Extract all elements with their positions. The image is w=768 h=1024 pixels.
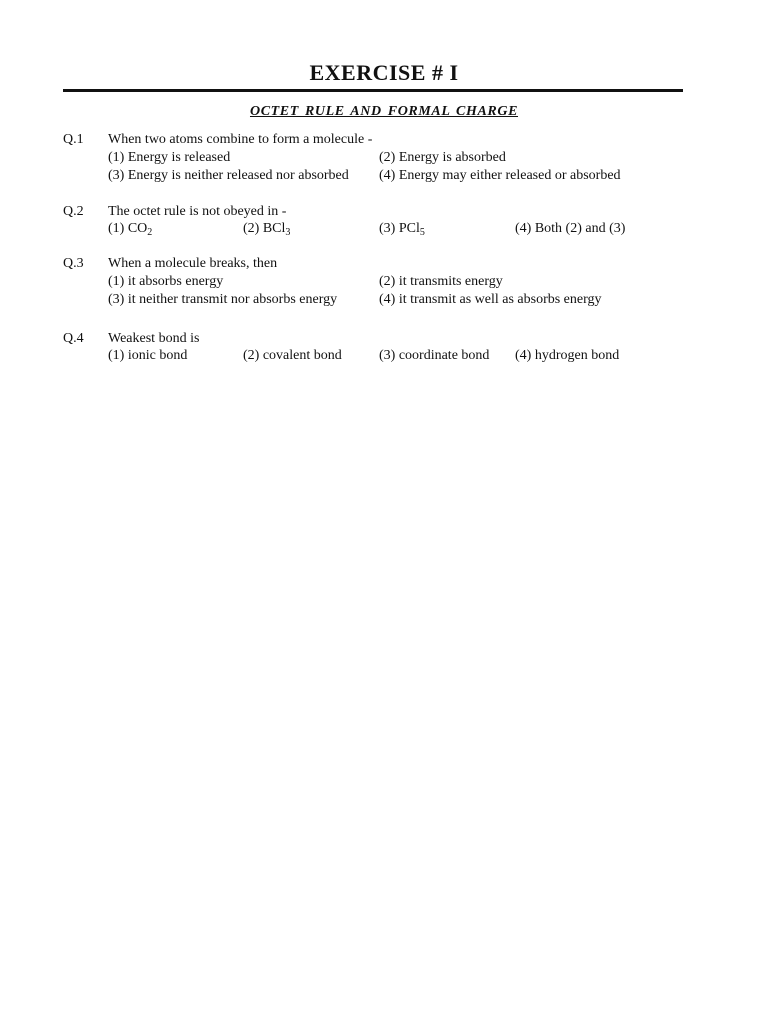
question-number: Q.2 [63, 204, 84, 219]
option-1: (1) Energy is released [108, 150, 231, 165]
option-1: (1) $CO_2$ [108, 221, 153, 238]
option-3: (3) Energy is neither released nor absorbed [108, 168, 349, 183]
option-4: (4) hydrogen bond [515, 348, 620, 363]
option-1: (1) ionic bond [108, 348, 188, 363]
question-text: Weakest bond is [108, 331, 200, 346]
option-3: (3) it neither transmit nor absorbs energy [108, 292, 338, 307]
option-2: (2) it transmits energy [379, 274, 503, 289]
question-number: Q.3 [63, 256, 84, 271]
page-title: EXERCISE # I [309, 60, 459, 85]
question-number: Q.4 [63, 331, 84, 346]
option-4: (4) Both (2) and (3) [515, 221, 626, 236]
option-2: (2) BCl$_3$ [243, 221, 291, 238]
option-2: (2) covalent bond [243, 348, 342, 363]
section-subtitle: OCTET RULE AND FORMAL CHARGE [249, 104, 519, 119]
option-4: (4) Energy may either released or absorbed [379, 168, 621, 183]
option-1: (1) it absorbs energy [108, 274, 224, 289]
title-divider [63, 89, 683, 92]
option-2: (2) Energy is absorbed [379, 150, 506, 165]
question-text: The octet rule is not obeyed in - [108, 204, 287, 219]
option-3: (3) PCl$_5$ [379, 221, 425, 238]
option-4: (4) it transmit as well as absorbs energy [379, 292, 602, 307]
option-3: (3) coordinate bond [379, 348, 490, 363]
question-number: Q.1 [63, 132, 84, 147]
question-text: When a molecule breaks, then [108, 256, 278, 271]
question-text: When two atoms combine to form a molecule - [108, 132, 373, 147]
